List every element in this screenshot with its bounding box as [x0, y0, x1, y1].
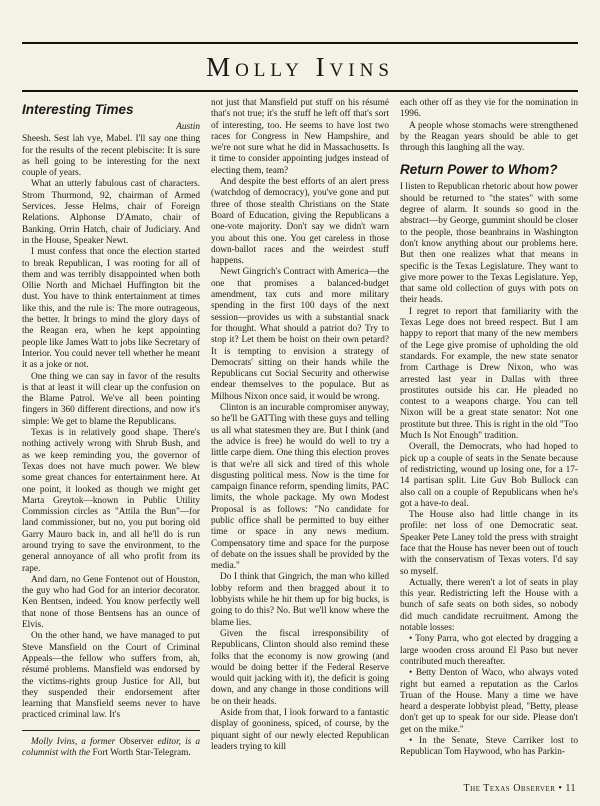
paragraph: Actually, there weren't a lot of seats in play this year. Redistricting left the House with a bunch of safe seats on both sides, so nobody did much candidate recruitment. Among the notable losses:: [400, 577, 578, 634]
column-3: [400, 98, 578, 772]
list-item: • In the Senate, Steve Carriker lost to Republican Tom Haywood, who has Parkin-: [400, 736, 578, 758]
article-headline: Interesting Times: [22, 102, 134, 117]
dateline: Austin: [176, 122, 200, 132]
list-item: • Betty Denton of Waco, who always voted right but earned a reputation as the Carlos Truan of the House. Many a time we have heard a desperate lobbyist plead, "Betty, please don't get up to speak for our side. Please don't get on the mike.": [400, 668, 578, 735]
paragraph: Sheesh. Sest lah vye, Mabel. I'll say one thing for the results of the recent plebiscite: It is sure as hell going to be interesting for the next couple of years.: [22, 134, 200, 179]
list-item: • Tony Parra, who got elected by dragging a large wooden cross around El Paso but never contributed much thereafter.: [400, 634, 578, 667]
bio-text: Molly Ivins, a former: [31, 736, 120, 747]
bio-text: editor, is a columnist with the: [22, 736, 200, 759]
paragraph: Clinton is an incurable compromiser anyway, so he'll be GATTing with these guys and telling us all what statesmen they are. But I think (and the advice is free) he would do well to try a little carpe diem. One thing this election proves is that we're all sick and tired of this whole disgusting political mess. Now is the time for campaign finance reform, spending limits, PAC limits, the whole package. My own Modest Proposal is as follows: "No candidate for public office shall be permitted to buy either time or space in any news medium. Compensatory time and space for the purpose of debate on the issues shall be provided by the media.": [211, 403, 389, 572]
headline-emphasis: Whom?: [508, 162, 558, 178]
paragraph: What an utterly fabulous cast of characters. Strom Thurmond, 92, chairman of Armed Services. Jesse Helms, chair of Foreign Relations. Alphonse D'Amato, chair of Banking. Orrin Hatch, chair of Judiciary. And in the House, Speaker Newt.: [22, 179, 200, 246]
paragraph: Aside from that, I look forward to a fantastic display of gooniness, spiced, of course, by the piquant sight of our newly elected Republican leaders trying to kill: [211, 708, 389, 752]
paragraph: I must confess that once the election started to break Republican, I was rooting for all of them and was terribly disappointed when both Ollie North and Michael Huffington bit the dust. You have to think entertainment at times like this, and the rule is: The more outrageous, the better. It brings to mind the glory days of the Reagan era, when he kept appointing people like James Watt to jobs like Secretary of Interior. You could never tell whether he meant it as a joke or not.: [22, 247, 200, 371]
page-footer: The Texas Observer • 11: [463, 783, 576, 794]
paragraph: Given the fiscal irresponsibility of Republicans, Clinton should also remind these folks that the economy is now growing (and would be doing better if the Federal Reserve would quit jacking with it), the deficit is going down, and any change in those conditions will be on their heads.: [211, 628, 389, 707]
paragraph: The House also had little change in its profile: net loss of one Democratic seat. Speaker Pete Laney told the press with straight face that the House has never been out of touch with the conservatism of Texas voters. I'd say so myself.: [400, 510, 578, 577]
paragraph: not just that Mansfield put stuff on his résumé that's not true; it's the stuff he left off that's sort of interesting, too. He seems to have lost two races for Congress in New Hampshire, and we're not sure what he did in Massachusetts. Is it time to consider appointing judges instead of electing them, team?: [211, 98, 389, 176]
paragraph: On the other hand, we have managed to put Steve Mansfield on the Court of Criminal Appeals—the fellow who suffers from, ah, résumé problems. Mansfield was endorsed by the victims-rights group Justice for All, but they suspended their endorsement after learning that Mansfield seems never to have practiced criminal law. It's: [22, 631, 200, 721]
bio-publication: Fort Worth Star-Telegram.: [92, 748, 191, 759]
headline-text: Return Power to: [400, 162, 509, 178]
bio-publication: Observer: [119, 736, 154, 747]
column-1: [22, 98, 200, 772]
paragraph: And darn, no Gene Fontenot out of Houston, the guy who had God for an interior decorator. Ken Bentsen, indeed. You know perfectly well that none of those Bentsens has an ounce of Elvis.: [22, 574, 200, 631]
paragraph: I regret to report that familiarity with the Texas Lege does not breed respect. But I am happy to report that many of the new members of the Lege give promise of upholding the old standards. For example, the new state senator from Carthage is Drew Nixon, who was arrested last year in Dallas with three prostitutes outside his car. He pleaded no contest to a weapons charge. You can tell Nixon will be a great state senator: Not one prostitute but three. This is right in the old "Too Much Is Not Enough" tradition.: [400, 306, 578, 442]
paragraph: A people whose stomachs were strengthened by the Reagan years should be able to get through this laughing all the way.: [400, 120, 578, 154]
paragraph: I listen to Republican rhetoric about how power should be returned to "the states" with some degree of alarm. It sounds so good in the abstract—by George, gummint should be closer to the people, those beanbrains in Washington don't know anything about our problems here. But then one realizes what that means in specific is the Texas Legislature. They want to give more power to the Texas Legislature. Yep, that same old collection of guys with pots on their heads.: [400, 182, 578, 306]
paragraph: One thing we can say in favor of the results is that at least it will clear up the confusion on the Blame Patrol. We've all been pointing fingers in 360 different directions, and now it's simple: We get to blame the Republicans.: [22, 371, 200, 427]
paragraph: And despite the best efforts of an alert press (watchdog of democracy), you've gone and put three of those stealth Christians on the State Board of Education, giving the Republicans a one-vote majority. Don't say we didn't warn you about this one. You get careless in those down-ballot races and the weirdest stuff happens.: [211, 177, 389, 267]
paragraph: each other off as they vie for the nomination in 1996.: [400, 98, 578, 120]
paragraph: Overall, the Democrats, who had hoped to pick up a couple of seats in the Senate because of redistricting, wound up losing one, for a 17-14 partisan split. Lite Guv Bob Bullock can also call on a couple of Republicans when he's got a have-to deal.: [400, 442, 578, 509]
author-bio: [22, 737, 200, 760]
column-2: [211, 98, 389, 772]
column-masthead: [22, 42, 578, 92]
divider: [22, 730, 200, 731]
article-headline: [400, 162, 578, 177]
paragraph: Do I think that Gingrich, the man who killed lobby reform and then bragged about it to lobbyists while he hit them up for big bucks, is going to do this? No. But we'll know where the blame lies.: [211, 572, 389, 628]
columnist-name: Molly Ivins: [206, 51, 394, 82]
paragraph: Texas is in relatively good shape. There's nothing actively wrong with Shrub Bush, and as we keep reminding you, the governor of Texas does not have much power. We blew some great chances for entertainment here. At one point, it looked as though we might get Marta Greytok—known in Public Utility Commission circles as "Attila the Bun"—for land commissioner, but no, you put boring old Garry Mauro back in, and all he'll do is run around trying to save the environment, to the general annoyance of all who profit from its rape.: [22, 428, 200, 574]
paragraph: Newt Gingrich's Contract with America—the one that promises a balanced-budget amendment, tax cuts and more military spending in the first 100 days of the next session—provides us with a substantial snack for thought. What should a patriot do? Try to stop it? Let them be hoist on their own petard? It is tempting to envision a strategy of Democrats' sitting on their hands while the Republicans cut Social Security and otherwise endear themselves to the populace. But as Milhous Nixon once said, it would be wrong.: [211, 267, 389, 402]
